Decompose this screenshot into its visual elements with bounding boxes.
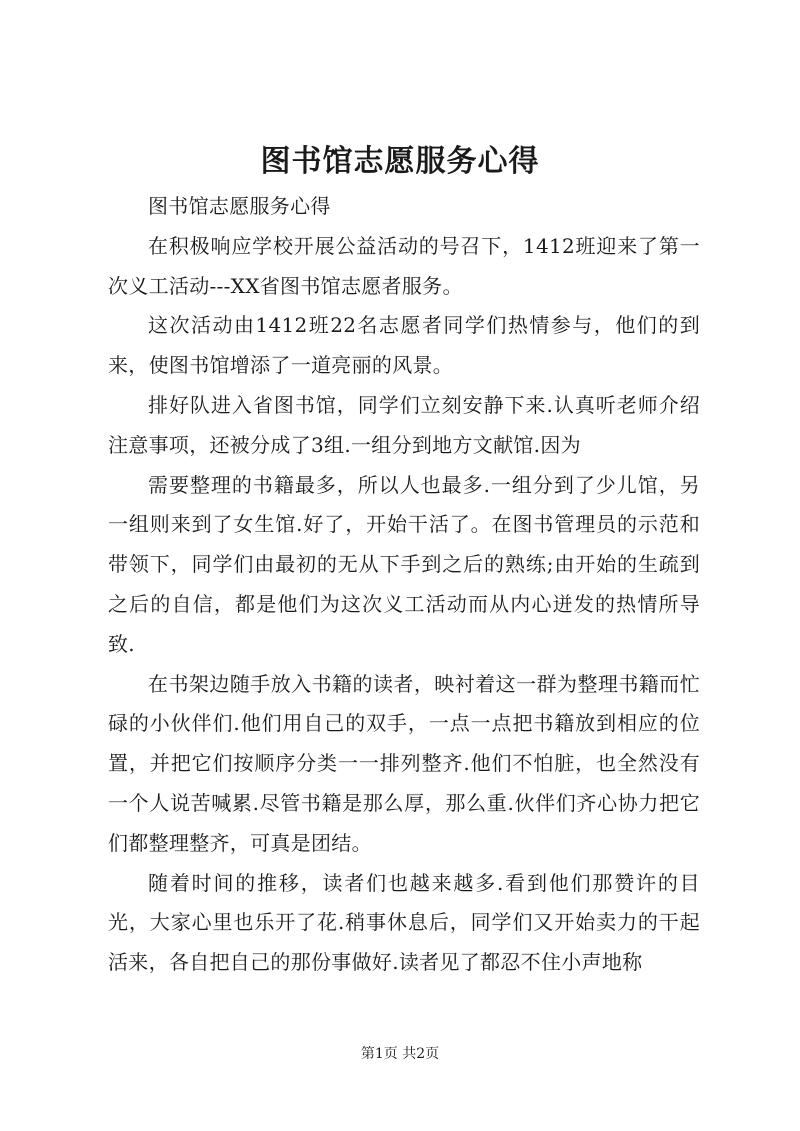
paragraph-subtitle: 图书馆志愿服务心得 bbox=[148, 194, 331, 218]
paragraph: 需要整理的书籍最多，所以人也最多.一组分到了少儿馆，另一组则来到了女生馆.好了，开始干活了。在图书管理员的示范和带领下，同学们由最初的无从下手到之后的熟练;由开始的生疏到之后的自信，都是他们为这次义工活动而从内心迸发的热情所导致. bbox=[108, 472, 700, 656]
paragraph: 在积极响应学校开展公益活动的号召下，1412班迎来了第一次义工活动---XX省图书馆志愿者服务。 bbox=[108, 233, 700, 298]
document-title: 图书馆志愿服务心得 bbox=[260, 144, 540, 179]
paragraph: 排好队进入省图书馆，同学们立刻安静下来.认真听老师介绍注意事项，还被分成了3组.一组分到地方文献馆.因为 bbox=[108, 392, 700, 457]
paragraph: 随着时间的推移，读者们也越来越多.看到他们那赞许的目光，大家心里也乐开了花.稍事休息后，同学们又开始卖力的干起活来，各自把自己的那份事做好.读者见了都忍不住小声地称 bbox=[108, 870, 700, 975]
page-footer: 第1页 共2页 bbox=[360, 1046, 440, 1062]
paragraph: 这次活动由1412班22名志愿者同学们热情参与，他们的到来，使图书馆增添了一道亮丽的风景。 bbox=[108, 313, 700, 378]
document-body bbox=[108, 187, 700, 983]
paragraph: 在书架边随手放入书籍的读者，映衬着这一群为整理书籍而忙碌的小伙伴们.他们用自己的双手，一点一点把书籍放到相应的位置，并把它们按顺序分类一一排列整齐.他们不怕脏，也全然没有一个人说苦喊累.尽管书籍是那么厚，那么重.伙伴们齐心协力把它们都整理整齐，可真是团结。 bbox=[108, 671, 700, 855]
